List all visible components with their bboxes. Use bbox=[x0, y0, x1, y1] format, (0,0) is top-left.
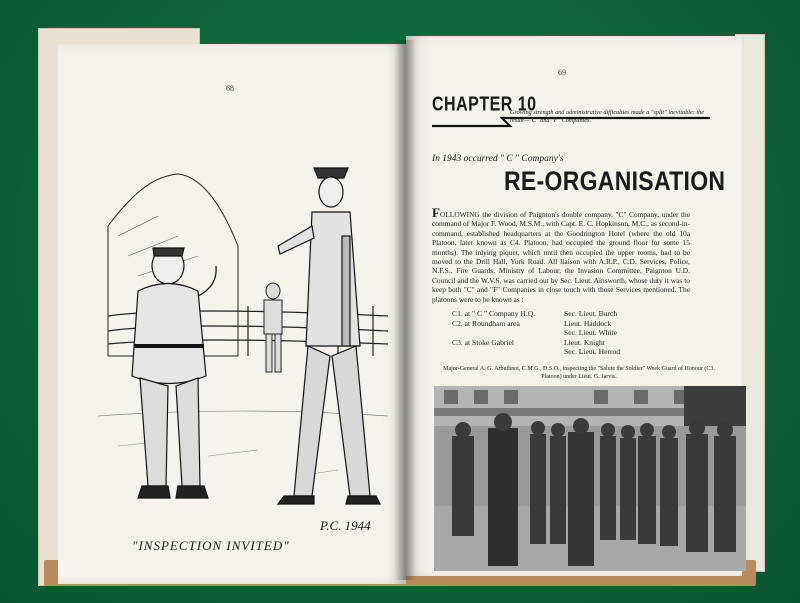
platoon-unit: C3. at Stoke Gabriel bbox=[452, 337, 515, 347]
artist-signature: P.C. 1944 bbox=[320, 518, 371, 533]
photo-caption: Major-General A. G. Arbuthnot, C.M.G., D.S.O., inspecting the "Salute the Soldier" Week Guard of Honour (C3. Platoon) under Lieut. G. Jarvis. bbox=[443, 366, 715, 380]
platoon-unit bbox=[452, 347, 564, 357]
platoon-row bbox=[452, 319, 682, 329]
platoon-row bbox=[452, 347, 682, 357]
intro-line: In 1943 occurred " C " Company's bbox=[432, 154, 564, 164]
book-spine-shadow bbox=[394, 40, 416, 580]
platoon-row bbox=[452, 309, 682, 319]
platoon-row bbox=[452, 338, 682, 348]
body-paragraph bbox=[432, 205, 690, 304]
right-page bbox=[406, 36, 742, 576]
underlying-page-edge bbox=[40, 255, 58, 455]
platoon-unit bbox=[452, 328, 564, 338]
page-number-left: 68 bbox=[226, 84, 234, 93]
left-page bbox=[58, 44, 406, 584]
platoon-row bbox=[452, 328, 682, 338]
platoon-officer: Sec. Lieut. Burch bbox=[564, 309, 618, 318]
platoon-list bbox=[452, 309, 682, 357]
body-paragraph-text: OLLOWING the division of Paignton's double company, "C" Company, under the command of Major F. Wood, M.S.M., with Capt. E. C. Hopkinson, M.C., as second-in-command, established headquarters at the Goodrington Hotel (where the old 10a Platoon, later known as C4. Platoon, had occupied the ground floor for some 15 months). The inlying piquet, which until then occupied the upper rooms, had to be moved to the Drill Hall, York Road. All liaison with A.R.P., C.D. Services, Police, N.F.S., Fire Guards, Ministry of Labour, the Invasion Committee, Paignton U.D. Council and the W.V.S. was carried out by Sec. Lieut. Ainsworth, whose duty it was to keep both "C" and "F" Companies in close touch with those Services mentioned. The platoons were to be known as : bbox=[432, 210, 690, 304]
guard-of-honour-photo bbox=[434, 386, 746, 571]
cartoon-caption: "INSPECTION INVITED" bbox=[132, 538, 290, 553]
chapter-summary: Growing strength and administrative difficulties made a "split" inevitable: the result—"C" and "F" Companies. bbox=[510, 109, 704, 124]
section-headline: RE-ORGANISATION bbox=[504, 166, 726, 196]
drop-cap: F bbox=[432, 205, 440, 220]
platoon-officer: Sec. Lieut. Herrod bbox=[564, 347, 621, 357]
platoon-officer: Lieut. Haddock bbox=[564, 318, 612, 328]
platoon-unit: C1. at " C " Company H.Q. bbox=[452, 309, 536, 318]
page-number-right: 69 bbox=[558, 68, 566, 77]
platoon-officer: Sec. Lieut. White bbox=[564, 328, 618, 338]
cartoon-illustration bbox=[98, 116, 388, 526]
platoon-unit: C2. at Roundham area bbox=[452, 318, 520, 328]
chapter-title: CHAPTER 10 bbox=[432, 94, 537, 116]
platoon-officer: Lieut. Knight bbox=[564, 337, 605, 347]
